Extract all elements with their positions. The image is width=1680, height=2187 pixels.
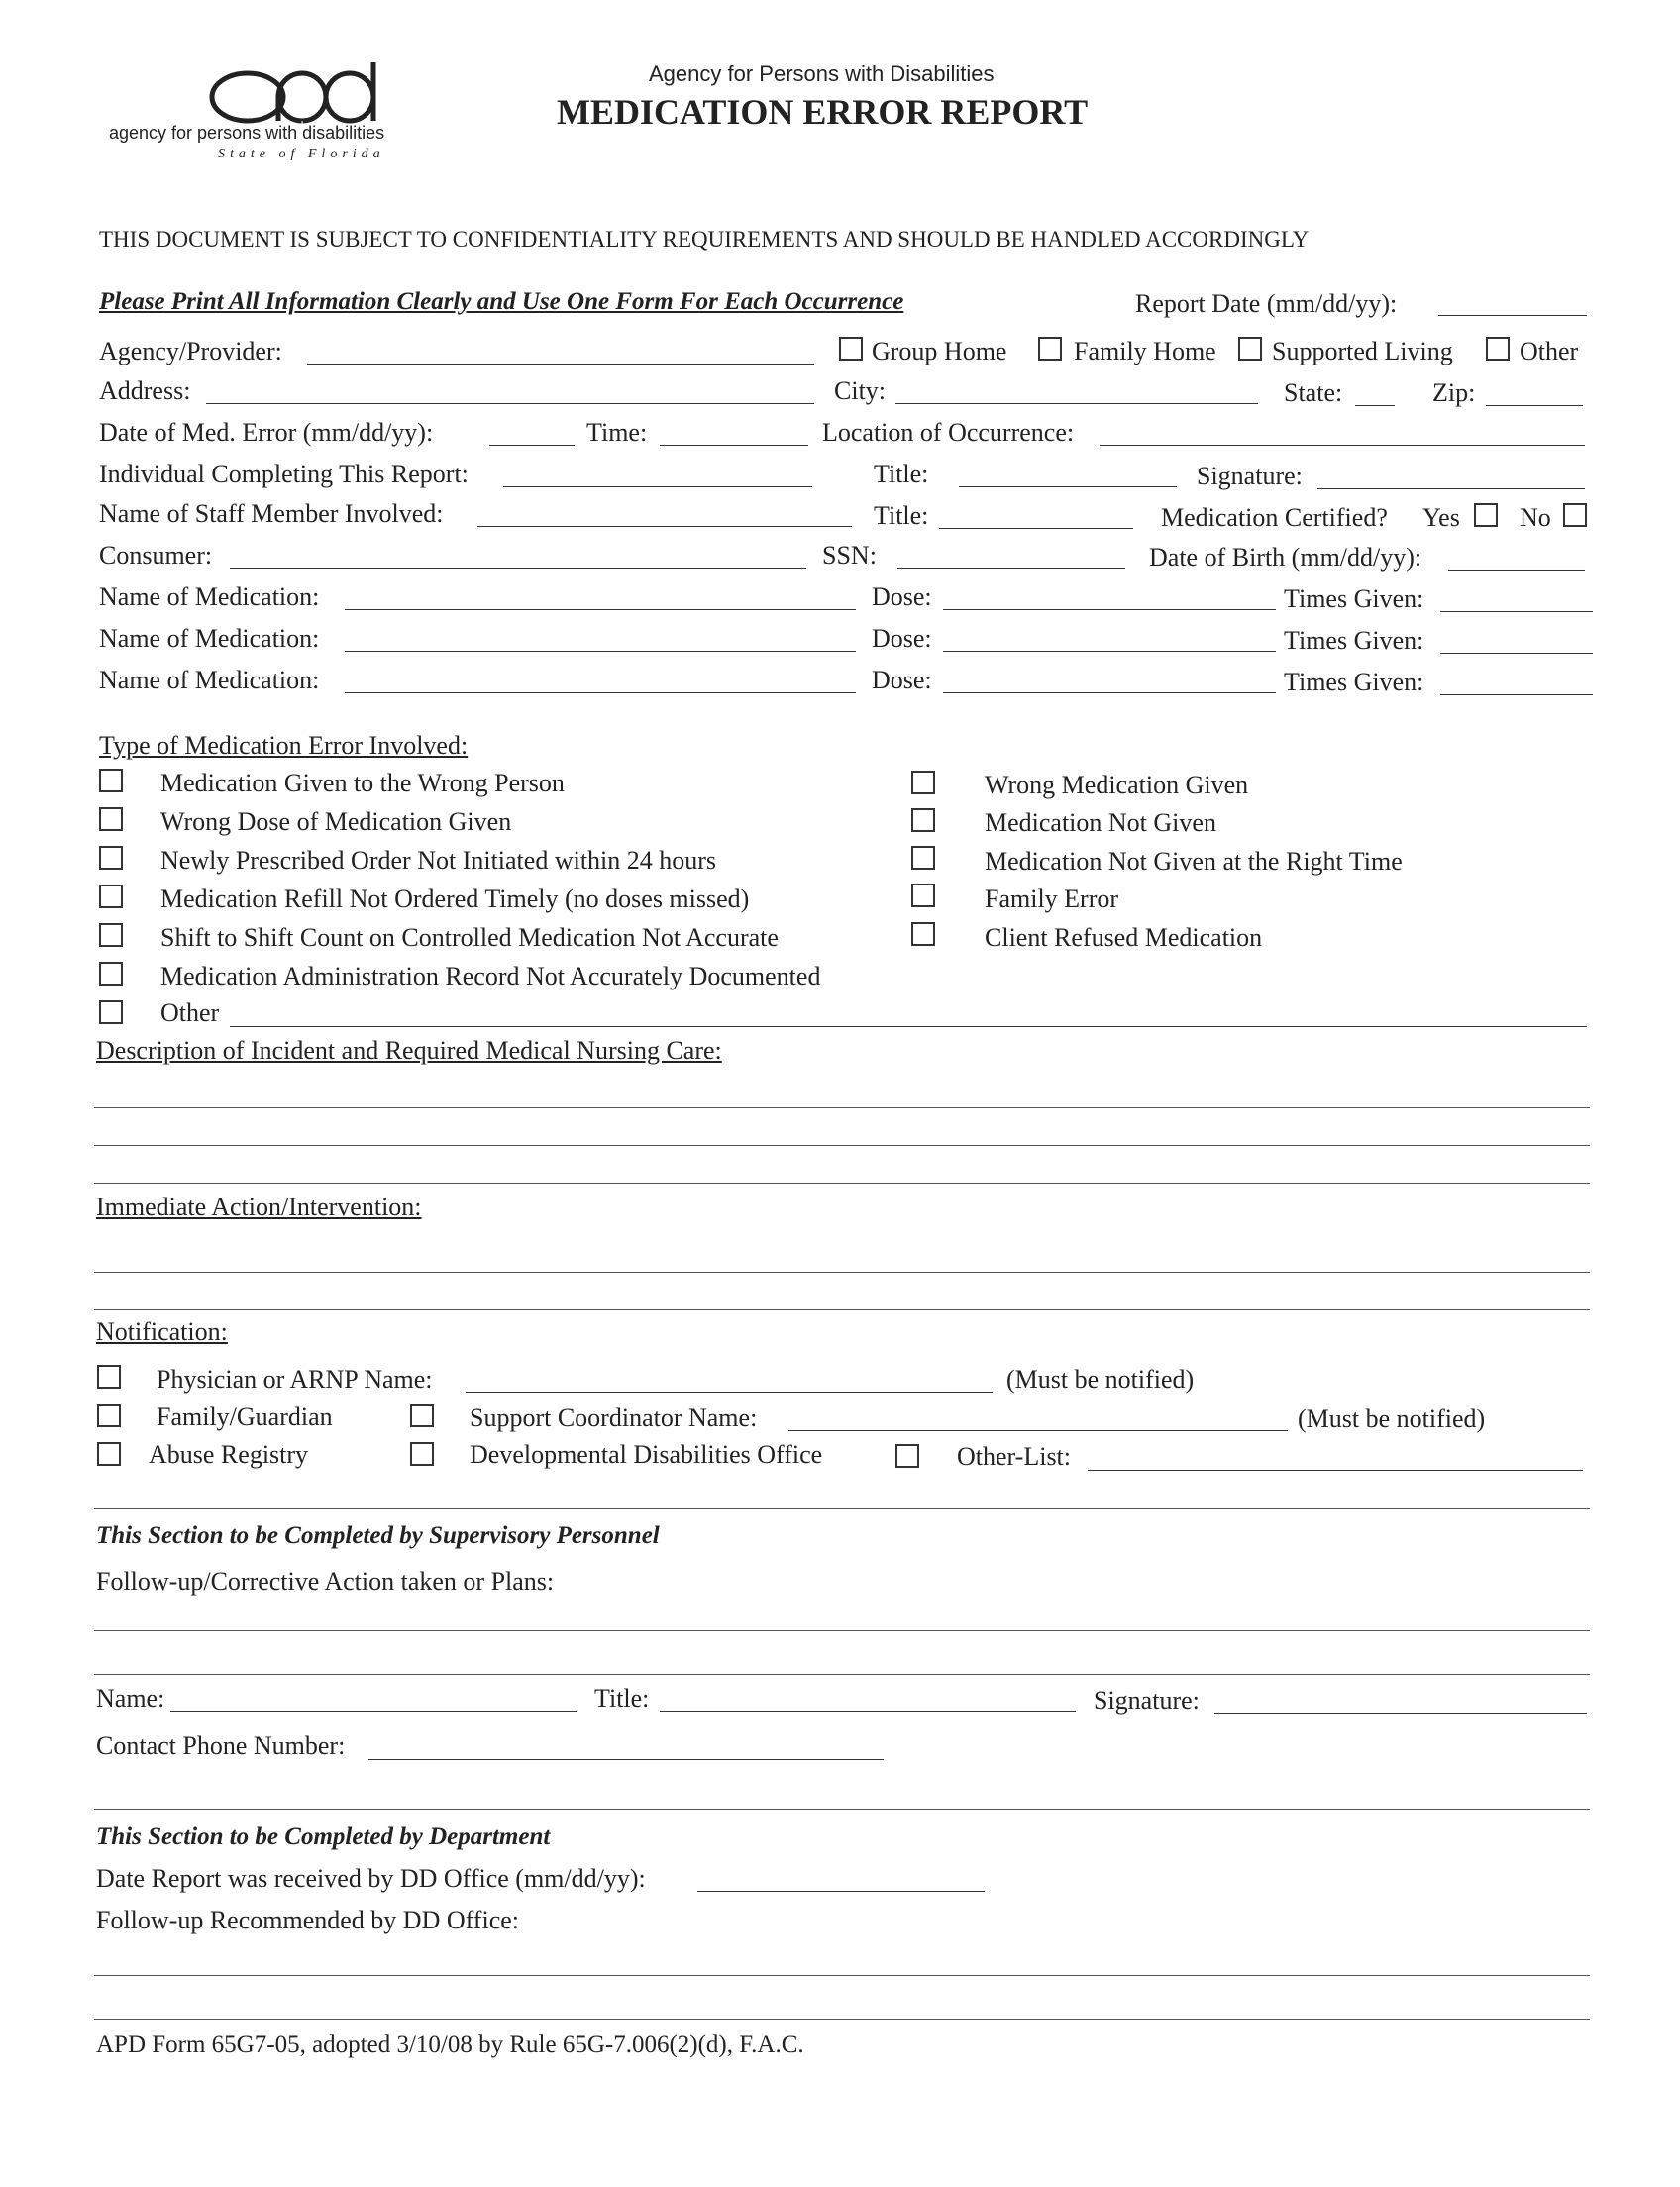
family-guardian-checkbox[interactable] [97,1404,121,1427]
error-type-heading: Type of Medication Error Involved: [99,731,469,760]
error-family-label: Family Error [985,885,1119,913]
dose-3-label: Dose: [872,666,932,694]
support-coordinator-field[interactable] [788,1430,1288,1431]
date-received-field[interactable] [697,1891,985,1892]
physician-must-notified: (Must be notified) [1006,1365,1195,1394]
address-label: Address: [99,376,191,405]
contact-phone-field[interactable] [368,1759,884,1760]
error-wrong-person-label: Medication Given to the Wrong Person [160,769,565,797]
error-not-given-label: Medication Not Given [985,808,1216,837]
apd-logo-mark [203,57,451,127]
description-line-2[interactable] [94,1145,1590,1146]
certified-no-label: No [1520,503,1551,532]
support-coordinator-label: Support Coordinator Name: [470,1404,758,1432]
error-mar-checkbox[interactable] [99,962,123,986]
physician-label: Physician or ARNP Name: [157,1365,433,1394]
individual-completing-label: Individual Completing This Report: [99,460,469,488]
supervisor-title-label: Title: [594,1684,650,1713]
medication-2-label: Name of Medication: [99,624,320,653]
followup-line-1[interactable] [94,1630,1590,1631]
page-title: MEDICATION ERROR REPORT [557,92,1089,132]
location-field[interactable] [1100,445,1585,446]
apd-logo [109,57,446,166]
date-received-label: Date Report was received by DD Office (mm/dd/yy): [96,1864,646,1893]
family-guardian-label: Family/Guardian [157,1403,333,1431]
certified-no-checkbox[interactable] [1563,503,1587,527]
date-error-label: Date of Med. Error (mm/dd/yy): [99,418,434,447]
times-given-1-field[interactable] [1440,611,1593,612]
supervisor-name-label: Name: [96,1684,165,1713]
error-new-order-label: Newly Prescribed Order Not Initiated within 24 hours [160,846,717,875]
supervisor-name-field[interactable] [170,1711,577,1712]
group-home-label: Group Home [872,337,1007,365]
error-refused-label: Client Refused Medication [985,923,1263,952]
contact-phone-label: Contact Phone Number: [96,1731,346,1760]
staff-title-field[interactable] [939,528,1133,529]
medication-1-label: Name of Medication: [99,582,320,611]
supported-living-checkbox[interactable] [1238,337,1262,361]
supervisory-heading: This Section to be Completed by Supervisory Personnel [96,1522,660,1549]
followup-dd-label: Follow-up Recommended by DD Office: [96,1906,519,1934]
department-heading: This Section to be Completed by Department [96,1823,551,1850]
error-shift-count-checkbox[interactable] [99,923,123,947]
times-given-2-field[interactable] [1440,653,1593,654]
medication-2-field[interactable] [345,651,856,652]
error-wrong-dose-checkbox[interactable] [99,807,123,831]
times-given-2-label: Times Given: [1284,626,1424,655]
medication-1-field[interactable] [345,609,856,610]
confidentiality-notice: THIS DOCUMENT IS SUBJECT TO CONFIDENTIALITY REQUIREMENTS AND SHOULD BE HANDLED ACCORDINGLY [99,227,1310,252]
error-wrong-time-checkbox[interactable] [911,846,935,870]
followup-line-2[interactable] [94,1674,1590,1675]
logo-tagline: agency for persons with disabilities [109,123,385,143]
physician-checkbox[interactable] [97,1365,121,1389]
physician-field[interactable] [466,1392,993,1393]
individual-signature-field[interactable] [1317,488,1585,489]
supervisory-divider [94,1809,1590,1810]
description-line-3[interactable] [94,1183,1590,1184]
agency-provider-label: Agency/Provider: [99,337,282,365]
supervisor-signature-label: Signature: [1094,1686,1200,1715]
error-wrong-dose-label: Wrong Dose of Medication Given [160,807,512,836]
action-heading: Immediate Action/Intervention: [96,1193,422,1221]
dd-office-label: Developmental Disabilities Office [470,1440,823,1469]
dose-1-label: Dose: [872,582,932,611]
times-given-3-field[interactable] [1440,694,1593,695]
error-not-given-checkbox[interactable] [911,808,935,832]
staff-member-label: Name of Staff Member Involved: [99,499,444,528]
certified-yes-label: Yes [1422,503,1460,532]
error-shift-count-label: Shift to Shift Count on Controlled Medication Not Accurate [160,923,779,952]
error-wrong-medication-checkbox[interactable] [911,771,935,794]
other-setting-checkbox[interactable] [1486,337,1510,361]
state-label: State: [1284,378,1343,407]
individual-title-field[interactable] [959,486,1177,487]
error-wrong-time-label: Medication Not Given at the Right Time [985,847,1403,876]
times-given-3-label: Times Given: [1284,668,1424,696]
supervisor-title-field[interactable] [660,1711,1076,1712]
times-given-1-label: Times Given: [1284,584,1424,613]
error-refill-checkbox[interactable] [99,885,123,908]
error-new-order-checkbox[interactable] [99,846,123,870]
error-wrong-medication-label: Wrong Medication Given [985,771,1249,799]
description-line-1[interactable] [94,1107,1590,1108]
zip-label: Zip: [1432,378,1476,407]
family-home-label: Family Home [1074,337,1216,365]
city-label: City: [834,376,887,405]
dob-field[interactable] [1448,570,1585,571]
form-footer: APD Form 65G7-05, adopted 3/10/08 by Rule 65G-7.006(2)(d), F.A.C. [96,2031,804,2058]
other-list-checkbox[interactable] [895,1444,919,1468]
staff-member-field[interactable] [477,526,852,527]
error-wrong-person-checkbox[interactable] [99,769,123,792]
medication-certified-label: Medication Certified? [1161,503,1388,532]
group-home-checkbox[interactable] [839,337,863,361]
abuse-registry-label: Abuse Registry [149,1440,309,1469]
ssn-label: SSN: [822,541,877,570]
error-other-checkbox[interactable] [99,1000,123,1024]
dose-1-field[interactable] [943,609,1276,610]
city-field[interactable] [895,403,1258,404]
report-date-label: Report Date (mm/dd/yy): [1135,289,1398,318]
action-line-1[interactable] [94,1272,1590,1273]
other-setting-label: Other [1520,337,1579,365]
certified-yes-checkbox[interactable] [1474,503,1498,527]
time-label: Time: [586,418,648,447]
supervisor-signature-field[interactable] [1214,1713,1587,1714]
ssn-field[interactable] [897,568,1125,569]
logo-state: State of Florida [218,147,385,161]
error-other-field[interactable] [230,1026,1587,1027]
individual-completing-field[interactable] [503,486,812,487]
dose-2-label: Dose: [872,624,932,653]
error-refill-label: Medication Refill Not Ordered Timely (no doses missed) [160,885,750,913]
error-mar-label: Medication Administration Record Not Accurately Documented [160,962,821,990]
family-home-checkbox[interactable] [1038,337,1062,361]
dob-label: Date of Birth (mm/dd/yy): [1149,543,1422,572]
individual-title-label: Title: [874,460,929,488]
support-coordinator-checkbox[interactable] [410,1404,434,1427]
medication-3-field[interactable] [345,692,856,693]
address-field[interactable] [206,403,814,404]
abuse-registry-checkbox[interactable] [97,1442,121,1466]
staff-title-label: Title: [874,501,929,530]
followup-dd-line-1[interactable] [94,1975,1590,1976]
support-must-notified: (Must be notified) [1298,1405,1486,1433]
location-label: Location of Occurrence: [822,418,1075,447]
notification-divider [94,1508,1590,1509]
supported-living-label: Supported Living [1272,337,1453,365]
other-list-label: Other-List: [957,1442,1072,1471]
error-refused-checkbox[interactable] [911,922,935,946]
error-family-checkbox[interactable] [911,884,935,907]
date-error-field[interactable] [489,445,575,446]
state-field[interactable] [1355,405,1395,406]
medication-3-label: Name of Medication: [99,666,320,694]
description-heading: Description of Incident and Required Medical Nursing Care: [96,1036,722,1065]
error-other-label: Other [160,998,220,1027]
action-line-2[interactable] [94,1309,1590,1310]
consumer-field[interactable] [230,568,806,569]
time-field[interactable] [660,445,808,446]
followup-label: Follow-up/Corrective Action taken or Plans: [96,1567,555,1596]
report-date-field[interactable] [1438,315,1587,316]
notification-heading: Notification: [96,1317,228,1346]
agency-name: Agency for Persons with Disabilities [649,61,995,86]
dd-office-checkbox[interactable] [410,1442,434,1466]
followup-dd-line-2[interactable] [94,2019,1590,2020]
dose-2-field[interactable] [943,651,1276,652]
dose-3-field[interactable] [943,692,1276,693]
individual-signature-label: Signature: [1197,462,1303,490]
zip-field[interactable] [1486,405,1583,406]
consumer-label: Consumer: [99,541,213,570]
instruction-text: Please Print All Information Clearly and Use One Form For Each Occurrence [99,288,904,315]
other-list-field[interactable] [1088,1470,1583,1471]
